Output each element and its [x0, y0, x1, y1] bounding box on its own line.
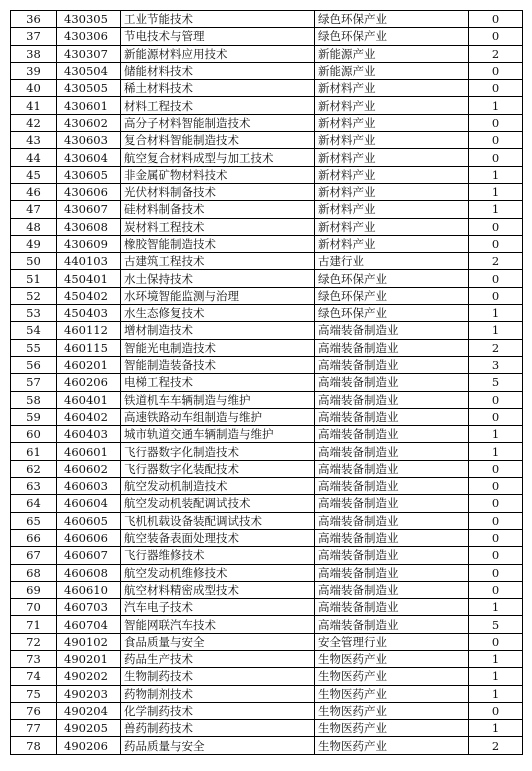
count-cell: 0: [469, 702, 523, 719]
major-name-cell: 高分子材料智能制造技术: [121, 114, 315, 131]
count-cell: 0: [469, 460, 523, 477]
table-row: [11, 426, 523, 443]
major-code-cell: 460604: [57, 495, 121, 512]
industry-cell: 高端装备制造业: [315, 408, 469, 425]
count-cell: 0: [469, 235, 523, 252]
count-cell: 2: [469, 737, 523, 754]
count-cell: 0: [469, 11, 523, 28]
major-name-cell: 药品生产技术: [121, 650, 315, 667]
count-cell: 2: [469, 339, 523, 356]
count-cell: 1: [469, 97, 523, 114]
major-code-cell: 460606: [57, 529, 121, 546]
major-name-cell: 城市轨道交通车辆制造与维护: [121, 426, 315, 443]
row-number-cell: 69: [11, 581, 57, 598]
major-name-cell: 水生态修复技术: [121, 305, 315, 322]
count-cell: 0: [469, 564, 523, 581]
table-row: [11, 132, 523, 149]
industry-cell: 高端装备制造业: [315, 391, 469, 408]
major-code-cell: 460608: [57, 564, 121, 581]
major-name-cell: 古建筑工程技术: [121, 253, 315, 270]
major-name-cell: 生物制药技术: [121, 668, 315, 685]
row-number-cell: 38: [11, 45, 57, 62]
count-cell: 0: [469, 218, 523, 235]
industry-cell: 新材料产业: [315, 97, 469, 114]
row-number-cell: 58: [11, 391, 57, 408]
major-name-cell: 工业节能技术: [121, 11, 315, 28]
table-row: [11, 478, 523, 495]
major-code-cell: 460703: [57, 599, 121, 616]
table-row: [11, 356, 523, 373]
industry-cell: 高端装备制造业: [315, 581, 469, 598]
count-cell: 0: [469, 547, 523, 564]
major-code-cell: 450403: [57, 305, 121, 322]
count-cell: 0: [469, 478, 523, 495]
row-number-cell: 54: [11, 322, 57, 339]
count-cell: 2: [469, 45, 523, 62]
major-name-cell: 复合材料智能制造技术: [121, 132, 315, 149]
industry-cell: 高端装备制造业: [315, 322, 469, 339]
row-number-cell: 43: [11, 132, 57, 149]
row-number-cell: 53: [11, 305, 57, 322]
major-name-cell: 非金属矿物材料技术: [121, 166, 315, 183]
count-cell: 0: [469, 114, 523, 131]
table-row: [11, 408, 523, 425]
major-code-cell: 460610: [57, 581, 121, 598]
count-cell: 1: [469, 599, 523, 616]
count-cell: 0: [469, 132, 523, 149]
major-name-cell: 化学制药技术: [121, 702, 315, 719]
table-row: [11, 650, 523, 667]
table-row: [11, 391, 523, 408]
row-number-cell: 41: [11, 97, 57, 114]
industry-cell: 高端装备制造业: [315, 460, 469, 477]
count-cell: 0: [469, 28, 523, 45]
industry-cell: 绿色环保产业: [315, 305, 469, 322]
major-name-cell: 光伏材料制备技术: [121, 183, 315, 200]
table-row: [11, 599, 523, 616]
count-cell: 0: [469, 62, 523, 79]
major-name-cell: 橡胶智能制造技术: [121, 235, 315, 252]
row-number-cell: 56: [11, 356, 57, 373]
row-number-cell: 71: [11, 616, 57, 633]
count-cell: 5: [469, 616, 523, 633]
major-name-cell: 航空发动机维修技术: [121, 564, 315, 581]
major-code-cell: 460602: [57, 460, 121, 477]
major-name-cell: 飞行器数字化装配技术: [121, 460, 315, 477]
major-code-cell: 460402: [57, 408, 121, 425]
industry-cell: 新材料产业: [315, 80, 469, 97]
table-row: [11, 287, 523, 304]
major-name-cell: 电梯工程技术: [121, 374, 315, 391]
industry-cell: 古建行业: [315, 253, 469, 270]
major-code-cell: 430602: [57, 114, 121, 131]
major-name-cell: 稀土材料技术: [121, 80, 315, 97]
industry-cell: 高端装备制造业: [315, 339, 469, 356]
row-number-cell: 45: [11, 166, 57, 183]
table-row: [11, 322, 523, 339]
row-number-cell: 44: [11, 149, 57, 166]
major-code-cell: 450401: [57, 270, 121, 287]
industry-cell: 生物医药产业: [315, 668, 469, 685]
row-number-cell: 39: [11, 62, 57, 79]
row-number-cell: 63: [11, 478, 57, 495]
row-number-cell: 75: [11, 685, 57, 702]
table-row: [11, 28, 523, 45]
major-name-cell: 航空装备表面处理技术: [121, 529, 315, 546]
row-number-cell: 49: [11, 235, 57, 252]
table-row: [11, 581, 523, 598]
major-code-cell: 430608: [57, 218, 121, 235]
row-number-cell: 59: [11, 408, 57, 425]
major-name-cell: 炭材料工程技术: [121, 218, 315, 235]
major-name-cell: 智能网联汽车技术: [121, 616, 315, 633]
major-code-cell: 490205: [57, 720, 121, 737]
industry-cell: 生物医药产业: [315, 720, 469, 737]
major-code-cell: 490102: [57, 633, 121, 650]
row-number-cell: 72: [11, 633, 57, 650]
table-row: [11, 512, 523, 529]
major-table: [10, 10, 523, 755]
major-code-cell: 490201: [57, 650, 121, 667]
industry-cell: 新材料产业: [315, 218, 469, 235]
major-name-cell: 兽药制药技术: [121, 720, 315, 737]
major-code-cell: 460605: [57, 512, 121, 529]
major-code-cell: 430306: [57, 28, 121, 45]
table-row: [11, 62, 523, 79]
row-number-cell: 65: [11, 512, 57, 529]
table-row: [11, 218, 523, 235]
row-number-cell: 64: [11, 495, 57, 512]
row-number-cell: 51: [11, 270, 57, 287]
major-name-cell: 增材制造技术: [121, 322, 315, 339]
count-cell: 1: [469, 305, 523, 322]
count-cell: 1: [469, 668, 523, 685]
industry-cell: 绿色环保产业: [315, 287, 469, 304]
table-row: [11, 460, 523, 477]
industry-cell: 新能源产业: [315, 62, 469, 79]
count-cell: 0: [469, 581, 523, 598]
table-row: [11, 45, 523, 62]
count-cell: 0: [469, 270, 523, 287]
industry-cell: 高端装备制造业: [315, 599, 469, 616]
row-number-cell: 76: [11, 702, 57, 719]
major-name-cell: 智能光电制造技术: [121, 339, 315, 356]
table-row: [11, 305, 523, 322]
major-name-cell: 飞行器维修技术: [121, 547, 315, 564]
table-row: [11, 374, 523, 391]
row-number-cell: 62: [11, 460, 57, 477]
row-number-cell: 52: [11, 287, 57, 304]
count-cell: 0: [469, 512, 523, 529]
major-code-cell: 430603: [57, 132, 121, 149]
industry-cell: 生物医药产业: [315, 737, 469, 754]
industry-cell: 高端装备制造业: [315, 564, 469, 581]
count-cell: 0: [469, 633, 523, 650]
major-code-cell: 490203: [57, 685, 121, 702]
major-name-cell: 食品质量与安全: [121, 633, 315, 650]
table-row: [11, 737, 523, 754]
major-name-cell: 飞行器数字化制造技术: [121, 443, 315, 460]
table-row: [11, 270, 523, 287]
table-row: [11, 80, 523, 97]
row-number-cell: 50: [11, 253, 57, 270]
industry-cell: 新材料产业: [315, 149, 469, 166]
industry-cell: 绿色环保产业: [315, 11, 469, 28]
row-number-cell: 55: [11, 339, 57, 356]
major-name-cell: 智能制造装备技术: [121, 356, 315, 373]
industry-cell: 高端装备制造业: [315, 529, 469, 546]
industry-cell: 高端装备制造业: [315, 478, 469, 495]
major-code-cell: 460201: [57, 356, 121, 373]
table-row: [11, 564, 523, 581]
table-row: [11, 443, 523, 460]
major-code-cell: 430305: [57, 11, 121, 28]
row-number-cell: 61: [11, 443, 57, 460]
row-number-cell: 70: [11, 599, 57, 616]
major-code-cell: 460401: [57, 391, 121, 408]
major-name-cell: 药物制剂技术: [121, 685, 315, 702]
major-code-cell: 430607: [57, 201, 121, 218]
count-cell: 1: [469, 650, 523, 667]
row-number-cell: 48: [11, 218, 57, 235]
major-code-cell: 460112: [57, 322, 121, 339]
table-row: [11, 201, 523, 218]
major-code-cell: 460607: [57, 547, 121, 564]
table-row: [11, 166, 523, 183]
industry-cell: 新材料产业: [315, 132, 469, 149]
count-cell: 1: [469, 322, 523, 339]
row-number-cell: 74: [11, 668, 57, 685]
row-number-cell: 60: [11, 426, 57, 443]
row-number-cell: 77: [11, 720, 57, 737]
major-code-cell: 430609: [57, 235, 121, 252]
row-number-cell: 68: [11, 564, 57, 581]
count-cell: 1: [469, 166, 523, 183]
major-code-cell: 460403: [57, 426, 121, 443]
count-cell: 1: [469, 183, 523, 200]
major-code-cell: 430307: [57, 45, 121, 62]
table-row: [11, 668, 523, 685]
row-number-cell: 42: [11, 114, 57, 131]
count-cell: 0: [469, 495, 523, 512]
row-number-cell: 78: [11, 737, 57, 754]
count-cell: 2: [469, 253, 523, 270]
major-code-cell: 430604: [57, 149, 121, 166]
count-cell: 1: [469, 685, 523, 702]
industry-cell: 新材料产业: [315, 166, 469, 183]
industry-cell: 新材料产业: [315, 235, 469, 252]
major-name-cell: 水土保持技术: [121, 270, 315, 287]
major-name-cell: 飞机机载设备装配调试技术: [121, 512, 315, 529]
major-name-cell: 药品质量与安全: [121, 737, 315, 754]
table-row: [11, 149, 523, 166]
major-code-cell: 440103: [57, 253, 121, 270]
table-row: [11, 339, 523, 356]
industry-cell: 高端装备制造业: [315, 495, 469, 512]
count-cell: 0: [469, 149, 523, 166]
major-name-cell: 材料工程技术: [121, 97, 315, 114]
table-row: [11, 685, 523, 702]
count-cell: 1: [469, 426, 523, 443]
major-name-cell: 新能源材料应用技术: [121, 45, 315, 62]
major-name-cell: 储能材料技术: [121, 62, 315, 79]
major-name-cell: 航空发动机装配调试技术: [121, 495, 315, 512]
row-number-cell: 40: [11, 80, 57, 97]
count-cell: 0: [469, 391, 523, 408]
major-code-cell: 430504: [57, 62, 121, 79]
major-code-cell: 430606: [57, 183, 121, 200]
industry-cell: 高端装备制造业: [315, 547, 469, 564]
table-row: [11, 183, 523, 200]
table-row: [11, 253, 523, 270]
industry-cell: 新材料产业: [315, 183, 469, 200]
major-name-cell: 水环境智能监测与治理: [121, 287, 315, 304]
major-name-cell: 硅材料制备技术: [121, 201, 315, 218]
major-code-cell: 430605: [57, 166, 121, 183]
table-row: [11, 11, 523, 28]
industry-cell: 生物医药产业: [315, 685, 469, 702]
major-name-cell: 铁道机车车辆制造与维护: [121, 391, 315, 408]
count-cell: 1: [469, 201, 523, 218]
table-row: [11, 616, 523, 633]
major-table-body: [11, 11, 523, 755]
count-cell: 0: [469, 80, 523, 97]
industry-cell: 高端装备制造业: [315, 426, 469, 443]
table-row: [11, 235, 523, 252]
major-code-cell: 460206: [57, 374, 121, 391]
industry-cell: 安全管理行业: [315, 633, 469, 650]
major-name-cell: 节电技术与管理: [121, 28, 315, 45]
table-row: [11, 114, 523, 131]
count-cell: 5: [469, 374, 523, 391]
industry-cell: 新材料产业: [315, 201, 469, 218]
major-code-cell: 490206: [57, 737, 121, 754]
industry-cell: 绿色环保产业: [315, 28, 469, 45]
row-number-cell: 67: [11, 547, 57, 564]
table-row: [11, 702, 523, 719]
major-code-cell: 460601: [57, 443, 121, 460]
industry-cell: 新材料产业: [315, 114, 469, 131]
industry-cell: 生物医药产业: [315, 650, 469, 667]
major-code-cell: 450402: [57, 287, 121, 304]
major-code-cell: 460704: [57, 616, 121, 633]
industry-cell: 高端装备制造业: [315, 616, 469, 633]
industry-cell: 新能源产业: [315, 45, 469, 62]
major-name-cell: 航空发动机制造技术: [121, 478, 315, 495]
major-code-cell: 460603: [57, 478, 121, 495]
industry-cell: 绿色环保产业: [315, 270, 469, 287]
table-row: [11, 529, 523, 546]
row-number-cell: 73: [11, 650, 57, 667]
row-number-cell: 47: [11, 201, 57, 218]
industry-cell: 生物医药产业: [315, 702, 469, 719]
table-row: [11, 97, 523, 114]
row-number-cell: 57: [11, 374, 57, 391]
major-name-cell: 航空复合材料成型与加工技术: [121, 149, 315, 166]
major-name-cell: 高速铁路动车组制造与维护: [121, 408, 315, 425]
industry-cell: 高端装备制造业: [315, 374, 469, 391]
count-cell: 1: [469, 443, 523, 460]
row-number-cell: 37: [11, 28, 57, 45]
count-cell: 0: [469, 408, 523, 425]
table-row: [11, 495, 523, 512]
major-name-cell: 航空材料精密成型技术: [121, 581, 315, 598]
count-cell: 1: [469, 720, 523, 737]
major-code-cell: 430505: [57, 80, 121, 97]
major-code-cell: 490202: [57, 668, 121, 685]
row-number-cell: 46: [11, 183, 57, 200]
row-number-cell: 36: [11, 11, 57, 28]
industry-cell: 高端装备制造业: [315, 443, 469, 460]
industry-cell: 高端装备制造业: [315, 512, 469, 529]
major-code-cell: 460115: [57, 339, 121, 356]
count-cell: 3: [469, 356, 523, 373]
count-cell: 0: [469, 287, 523, 304]
table-row: [11, 547, 523, 564]
count-cell: 0: [469, 529, 523, 546]
row-number-cell: 66: [11, 529, 57, 546]
industry-cell: 高端装备制造业: [315, 356, 469, 373]
major-code-cell: 490204: [57, 702, 121, 719]
table-row: [11, 720, 523, 737]
major-code-cell: 430601: [57, 97, 121, 114]
table-row: [11, 633, 523, 650]
major-name-cell: 汽车电子技术: [121, 599, 315, 616]
